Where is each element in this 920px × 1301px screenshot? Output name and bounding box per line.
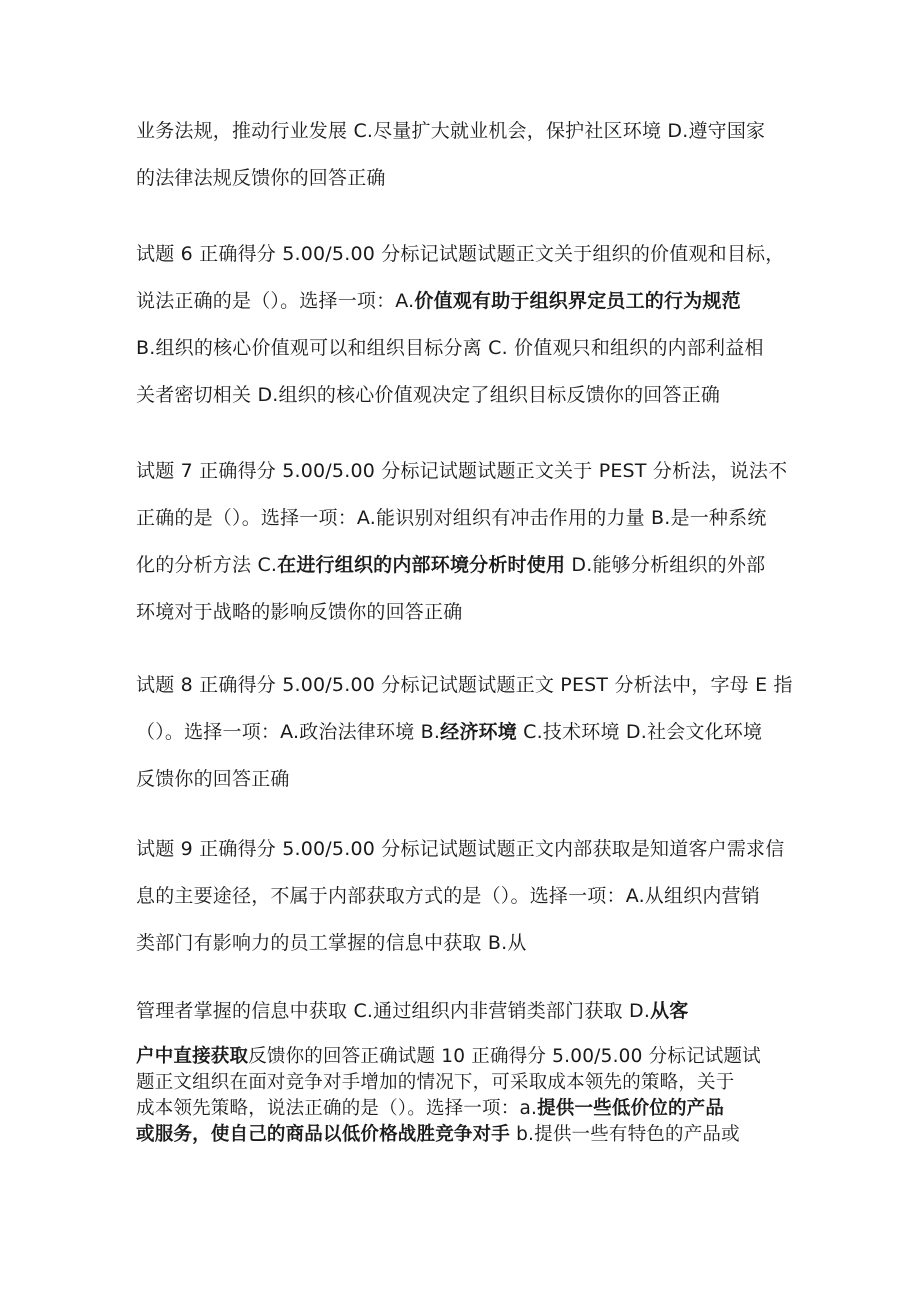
text-line: 环境对于战略的影响反馈你的回答正确 <box>136 601 463 623</box>
text-line: B.组织的核心价值观可以和组织目标分离 C. 价值观只和组织的内部利益相 <box>136 337 764 359</box>
question-7 <box>136 448 806 636</box>
text-line: 业务法规，推动行业发展 C.尽量扩大就业机会，保护社区环境 D.遵守国家 <box>136 120 766 142</box>
text-line: 类部门有影响力的员工掌握的信息中获取 B.从 <box>136 932 527 954</box>
correct-answer-text: 经济环境 <box>440 721 517 743</box>
correct-answer-text: 提供一些低价位的产品 <box>537 1098 725 1119</box>
question-10 <box>136 1044 806 1148</box>
paragraph-block-5 <box>136 988 806 1035</box>
correct-answer-text: 价值观有助于组织界定员工的行为规范 <box>414 290 741 312</box>
text-line: 试题 7 正确得分 5.00/5.00 分标记试题试题正文关于 PEST 分析法，说法不 <box>136 460 788 482</box>
text-line: 反馈你的回答正确 <box>136 768 290 790</box>
text-line: 管理者掌握的信息中获取 C.通过组织内非营销类部门获取 D.从客 <box>136 1000 689 1022</box>
text-line: 或服务，使自己的商品以低价格战胜竞争对手 b.提供一些有特色的产品或 <box>136 1124 740 1145</box>
text-line: 关者密切相关 D.组织的核心价值观决定了组织目标反馈你的回答正确 <box>136 384 721 406</box>
correct-answer-text: 从客 <box>650 1000 689 1022</box>
correct-answer-text: 户中直接获取 <box>136 1046 249 1067</box>
text-line: 题正文组织在面对竞争对手增加的情况下，可采取成本领先的策略，关于 <box>136 1072 735 1093</box>
question-8 <box>136 662 806 803</box>
text-line: 试题 8 正确得分 5.00/5.00 分标记试题试题正文 PEST 分析法中，字母 E 指 <box>136 674 793 696</box>
text-line: 试题 9 正确得分 5.00/5.00 分标记试题试题正文内部获取是知道客户需求信 <box>136 838 785 860</box>
text-line: 正确的是（）。选择一项：A.能识别对组织有冲击作用的力量 B.是一种系统 <box>136 507 767 529</box>
text-line: 息的主要途径，不属于内部获取方式的是（）。选择一项：A.从组织内营销 <box>136 885 761 907</box>
text-line: 户中直接获取反馈你的回答正确试题 10 正确得分 5.00/5.00 分标记试题试 <box>136 1046 761 1067</box>
correct-answer-text: 或服务，使自己的商品以低价格战胜竞争对手 <box>136 1124 511 1145</box>
text-line: （）。选择一项：A.政治法律环境 B.经济环境 C.技术环境 D.社会文化环境 <box>136 721 763 743</box>
question-6 <box>136 231 806 419</box>
text-line: 的法律法规反馈你的回答正确 <box>136 167 386 189</box>
text-line: 说法正确的是（）。选择一项：A.价值观有助于组织界定员工的行为规范 <box>136 290 741 312</box>
text-line: 成本领先策略，说法正确的是（）。选择一项：a.提供一些低价位的产品 <box>136 1098 725 1119</box>
correct-answer-text: 在进行组织的内部环境分析时使用 <box>277 554 566 576</box>
text-line: 试题 6 正确得分 5.00/5.00 分标记试题试题正文关于组织的价值观和目标， <box>136 243 785 265</box>
paragraph-block-0 <box>136 108 806 202</box>
text-line: 化的分析方法 C.在进行组织的内部环境分析时使用 D.能够分析组织的外部 <box>136 554 766 576</box>
question-9 <box>136 826 806 967</box>
